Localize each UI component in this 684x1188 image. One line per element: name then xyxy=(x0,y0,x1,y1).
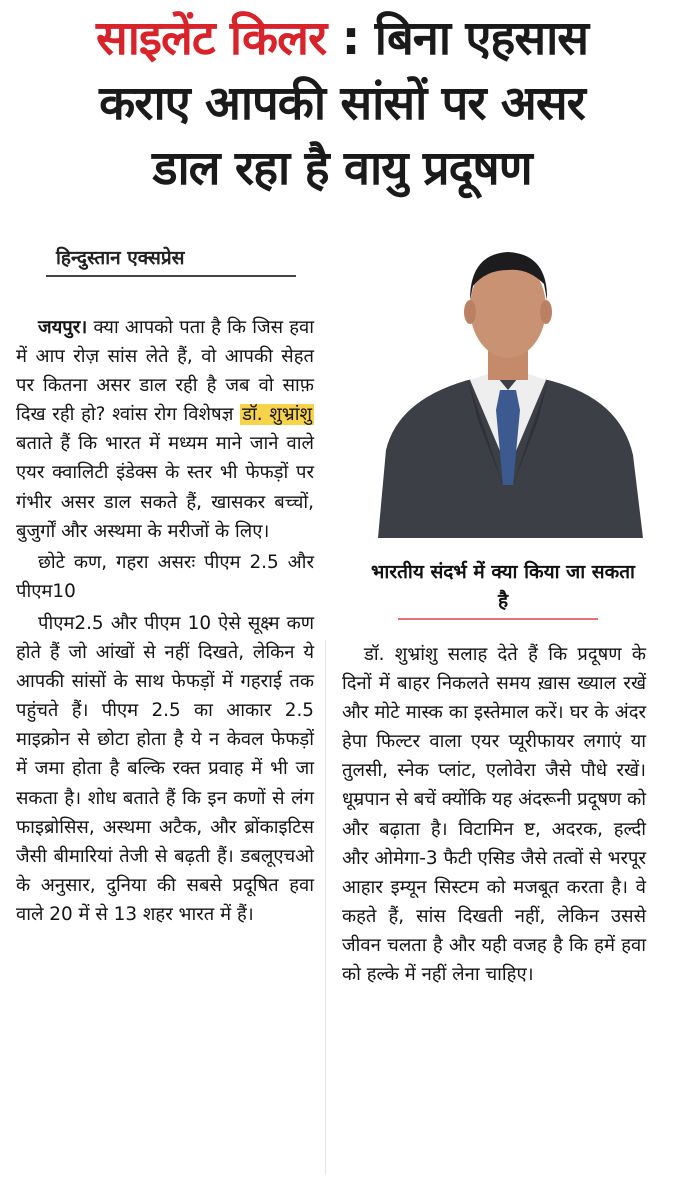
column-subhead: छोटे कण, गहरा असरः पीएम 2.5 और पीएम10 xyxy=(16,551,314,602)
paragraph-pm: पीएम2.5 और पीएम 10 ऐसे सूक्ष्म कण होते हैं जो आंखों से नहीं दिखते, लेकिन ये आपकी सांसों के साथ फेफड़ों में गहराई तक पहुंचते हैं। पीएम 2.5 का आकार 2.5 माइक्रोन से छोटा होता है ये न केवल फेफड़ों में जमा होता है बल्कि रक्त प्रवाह में भी जा सकता है। शोध बताते हैं कि इन कणों से लंग फाइब्रोसिस, अस्थमा अटैक, और ब्रोंकाइटिस जैसी बीमारियां तेजी से बढ़ती हैं। डबलूएचओ के अनुसार, दुनिया की सबसे प्रदूषित हवा वाले 20 में से 13 शहर भारत में हैं। xyxy=(16,612,314,925)
paragraph-advice: डॉ. शुभ्रांशु सलाह देते हैं कि प्रदूषण के दिनों में बाहर निकलते समय ख़ास ख्याल रखें और मोटे मास्क का इस्तेमाल करें। घर के अंदर हेपा फिल्टर वाला एयर प्यूरीफायर लगाएं या तुलसी, स्नेक प्लांट, एलोवेरा जैसे पौधे रखें। धूम्रपान से बचें क्योंकि यह अंदरूनी प्रदूषण को और बढ़ाता है। विटामिन ष्ट, अदरक, हल्दी और ओमेगा-3 फैटी एसिड जैसे तत्वों से भरपूर आहार इम्यून सिस्टम को मजबूत करता है। वे कहते हैं, सांस दिखती नहीं, लेकिन उससे जीवन चलता है और यही वजह है कि हमें हवा को हल्के में नहीं लेना चाहिए। xyxy=(342,644,646,986)
headline-line-3: डाल रहा है वायु प्रदूषण xyxy=(152,141,532,196)
headline-line-1 xyxy=(10,6,674,71)
side-column xyxy=(342,640,646,989)
side-subhead: भारतीय संदर्भ में क्या किया जा सकता है xyxy=(371,561,635,612)
byline-rule xyxy=(46,275,296,277)
highlighted-name: डॉ. शुभ्रांशु xyxy=(242,404,312,426)
headline-line-1-rest: बिना एहसास xyxy=(374,11,589,66)
headline-line-2: कराए आपकी सांसों पर असर xyxy=(99,76,585,131)
intro-text-a: क्या आपको पता है कि जिस हवा में आप रोज़ सांस लेते हैं, वो आपकी सेहत पर कितना असर डाल रही है जब वो साफ़ दिख रही हो? श्वांस रोग विशेषज्ञ xyxy=(16,317,314,426)
headline-separator: : xyxy=(326,11,375,66)
column-divider xyxy=(325,640,326,1175)
headline-red-part: साइलेंट किलर xyxy=(95,11,327,66)
byline: हिन्दुस्तान एक्सप्रेस xyxy=(56,247,185,269)
paragraph-intro xyxy=(16,313,314,546)
headline xyxy=(10,6,674,201)
main-column xyxy=(16,313,314,929)
doctor-portrait-image xyxy=(358,240,648,538)
doctor-photo xyxy=(358,240,648,538)
intro-text-b: बताते हैं कि भारत में मध्यम माने जाने वाले एयर क्वालिटी इंडेक्स के स्तर भी फेफड़ों पर गंभीर असर डाल सकते हैं, खासकर बच्चों, बुजुर्गों और अस्थमा के मरीजों के लिए। xyxy=(16,433,314,542)
dateline-city: जयपुर। xyxy=(38,317,88,338)
side-subhead-rule xyxy=(398,618,598,620)
